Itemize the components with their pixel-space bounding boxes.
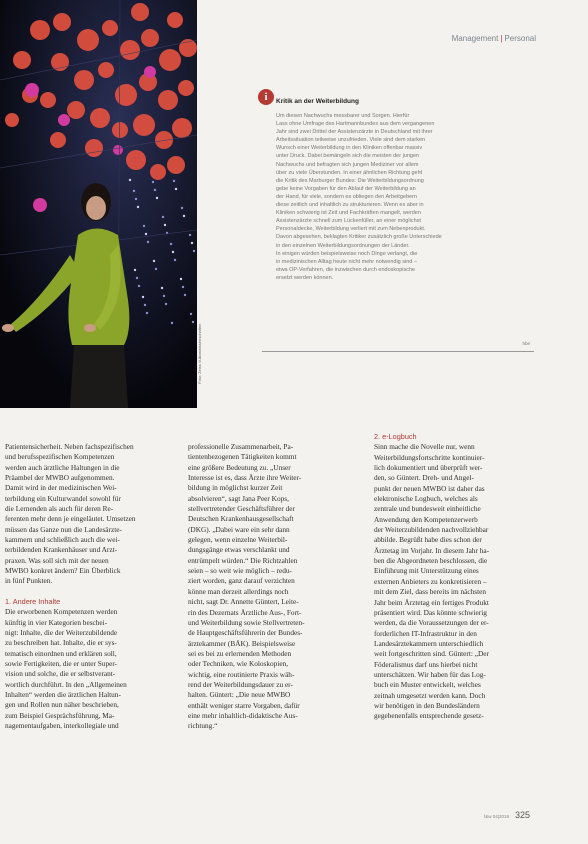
visualization-dot [33,198,47,212]
article-column-1 [5,442,169,731]
visualization-dot [161,287,163,289]
info-box-line: Nachwuchs und befragten sich jungen Mediziner vor allem [276,161,419,168]
info-box-line: Arbeitssituation teilweise unzufrieden. Viele sind dem starken [276,137,426,144]
info-box-line: Wunsch einer Weiterbildung in den Kliniken offenbar massiv [276,145,423,152]
text-line: werden, da die Voraussetzungen der er- [374,618,489,628]
visualization-dot [180,278,182,280]
visualization-dot [154,189,156,191]
text-line: zentrale und bundesweit einheitliche [374,504,481,514]
info-box-line: Personaldecke, Weiterbildung verliert mit zum Nebenprodukt. [276,226,426,233]
visualization-dot [40,92,56,108]
text-line: wir benötigen in den Bundesländern [374,700,480,710]
visualization-dot [30,20,50,40]
visualization-dot [135,198,137,200]
visualization-dot [115,84,137,106]
visualization-dot [162,216,164,218]
visualization-dot [134,269,136,271]
text-line: Landesärztekammern unterschiedlich [374,638,484,648]
info-box-line: Lass ohne Umfrage des Hartmannbundes aus dem vergangenen [276,121,435,128]
info-box-line: Davon abgesehen, beklagten Kritiker zusätzlich große Unterschiede [276,234,442,241]
visualization-dot [133,190,135,192]
text-line: Deutschen Krankenhausgesellschaft [188,514,294,524]
visualization-dot [50,132,66,148]
visualization-dot [190,313,192,315]
text-line: künftig in vier Kategorien beschei- [5,617,108,627]
visualization-dot [155,131,173,149]
text-line: Sinn mache die Novelle nur, wenn [374,442,475,452]
visualization-dot [131,3,149,21]
text-line: und berufsspezifischen Kompetenzen [5,452,115,462]
visualization-dot [167,12,183,28]
text-line: richtung.“ [188,721,218,731]
visualization-dot [51,53,69,71]
visualization-dot [184,294,186,296]
visualization-dot [67,101,85,119]
text-line: Jahr beim Ärztetag ein fertiges Produkt [374,597,489,607]
visualization-dot [13,51,31,69]
text-line: zeitnah umgesetzt werden kann. Doch [374,690,486,700]
visualization-dot [175,188,177,190]
text-line: gen und Rollen nun näher beschrieben, [5,700,119,710]
visualization-dot [159,49,181,71]
text-line: kammern und schließlich auch die wei- [5,535,120,545]
text-line: gegebenenfalls entsprechende gesetz- [374,711,484,721]
header-separator: | [500,34,503,43]
visualization-dot [77,29,99,51]
section-header [452,34,536,43]
photo-presenter [0,0,197,408]
text-line: ferenten mehr denn je eingeläutet. Umsetzen [5,514,136,524]
text-line: Anwendung den Kompetenzerwerb [374,514,478,524]
visualization-dot [143,225,145,227]
visualization-dot [137,206,139,208]
info-box-title: Kritik an der Weiterbildung [276,98,359,105]
visualization-dot [90,108,110,128]
photo-graphic [0,0,197,408]
text-line: abbilde. Begrüßt habe dies schon der [374,535,482,545]
text-line: rend der Weiterbildungsdauer zu er- [188,679,293,689]
text-line: sowie Fertigkeiten, die er unter Super- [5,658,118,668]
text-line: den, so Güntert. Dreh- und Angel- [374,473,474,483]
visualization-dot [164,224,166,226]
visualization-dot [138,285,140,287]
info-box-line: In einigen würden beispielsweise noch Dinge verlangt, die [276,250,418,257]
text-line: zum Beispiel Gesprächsführung, Ma- [5,710,115,720]
info-box-line: Kliniken schwierig ist Zeit und Fachkräften mangelt, werden [276,210,421,217]
text-line: unterschätzen. Wir haben für das Log- [374,669,486,679]
text-line: praxen. Was soll sich mit der neuen [5,555,109,565]
visualization-dot [58,114,70,126]
info-icon: i [258,89,274,105]
text-line: Die erworbenen Kompetenzen werden [5,607,118,617]
visualization-dot [136,277,138,279]
text-line: zu beschreiben hat. Inhalte, die er sys- [5,638,117,648]
text-line: enthält weniger starre Vorgaben, dafür [188,700,300,710]
text-line: ben die Abgeordneten beschlossen, die [374,556,488,566]
visualization-dot [98,62,114,78]
visualization-dot [53,13,71,31]
visualization-dot [129,179,131,181]
text-line: nagementaufgaben, interkollegiale und [5,720,119,730]
visualization-dot [182,286,184,288]
visualization-dot [142,296,144,298]
text-line: entrümpelt würden.“ Die Richtzahlen [188,555,298,565]
text-line: ärztekammer (BÄK). Beispielsweise [188,638,296,648]
info-box-line: Jahr sind zwei Drittel der Assistenzärzte in Deutschland mit ihrer [276,129,433,136]
text-line: de Hauptgeschäftsführerin der Bundes- [188,628,303,638]
visualization-dot [146,312,148,314]
text-line: nicht, sagt Dr. Annette Güntert, Leite- [188,597,299,607]
section-heading: 2. e-Logbuch [374,432,417,441]
text-line: halten. Güntert: „Die neue MWBO [188,690,291,700]
text-line: oder Techniken, wie Koloskopien, [188,659,289,669]
visualization-dot [85,139,103,157]
text-line: absolvieren“, sagt Jana Peer Kops, [188,493,289,503]
text-line: tematisch einordnen und erklären soll, [5,648,117,658]
visualization-dot [171,322,173,324]
text-line: (DKG). „Dabei ware ein sehr dann [188,524,290,534]
text-line: vision und solche, die er selbstverant- [5,669,116,679]
subsection-label: Personal [504,34,536,43]
info-box-line: in medizinischen Alltag heute nicht mehr notwendig sind – [276,258,417,265]
visualization-dot [172,118,192,138]
photo-credit: Foto: Zeiss Vulkanwissenschaften [197,323,202,385]
text-line: Weiterbildungsfortschritte kontinuier- [374,452,485,462]
text-line: dungsgänge etwas verschlankt und [188,545,290,555]
text-line: könne man derzeit allerdings noch [188,586,289,596]
visualization-dot [174,259,176,261]
info-box-line: etwa OP-Verfahren, die inzwischen durch endoskopische [276,266,416,273]
text-line: forderlichen IT-Infrastruktur in den [374,628,477,638]
text-line: Einführung mit Unterstützung eines [374,566,479,576]
visualization-dot [147,241,149,243]
text-line: terbildenden Krankenhäuser und Arzt- [5,545,118,555]
text-line: werden auch ärztliche Haltungen in die [5,462,120,472]
visualization-dot [5,113,19,127]
text-line: externen Anbieters zu konkretisieren – [374,576,487,586]
visualization-dot [165,303,167,305]
text-line: präsentiert wird. Das könnte schwierig [374,607,487,617]
text-line: lich dokumentiert und überprüft wer- [374,463,483,473]
text-line: in fünf Punkten. [5,576,53,586]
text-line: rin des Dezernats Ärztliche Aus-, Fort- [188,607,302,617]
text-line: mit dem Ziel, dass bereits im nächsten [374,587,487,597]
visualization-dot [126,150,146,170]
text-line: gelegen, wenn einzelne Weiterbil- [188,535,288,545]
page-number: 325 [514,810,530,820]
visualization-dot [102,20,118,36]
text-line: Patientensicherheit. Neben fachspezifischen [5,442,134,451]
text-line: die Lernenden als auch für deren Re- [5,504,114,514]
visualization-dot [183,215,185,217]
visualization-dot [141,29,159,47]
info-box-line: der Hand, für viele, sondern es obliegen den Arbeitgebern [276,193,417,200]
text-line: der Weiterzubildenden nachvollziehbar [374,525,489,535]
info-box [262,93,534,352]
text-line: seien – so weit wie möglich – redu- [188,566,292,576]
info-box-line: Assistenzärzte schnell zum Lückenfüller, an einer möglichst [276,218,421,225]
visualization-dot [158,90,178,110]
text-line: wortlich durchführt. In den „Allgemeinen [5,679,127,689]
visualization-dot [172,251,174,253]
text-line: Föderalismus darf uns hierbei nicht [374,659,478,669]
text-line: Interesse ist es, dass Ärzte ihre Weiter- [188,473,302,483]
visualization-dot [144,304,146,306]
info-box-line: diese zeitlich und inhaltlich zu strukturieren. Wenn es aber in [276,202,424,209]
visualization-dot [178,80,194,96]
text-line: wichtig, eine routinierte Praxis wäh- [188,669,295,679]
visualization-dot [170,243,172,245]
article-column-3 [374,432,538,722]
visualization-dot [150,164,166,180]
info-box-body [276,112,528,282]
text-line: Ärztetag im Vorjahr. In diesem Jahr ha- [374,545,490,555]
text-line: bildung in möglichst kurzer Zeit [188,483,283,493]
article-column-2 [188,442,352,732]
text-line: müssen das Ganze nun die Landesärzte- [5,524,122,534]
text-line: Inhalten“ werden die ärztlichen Haltun- [5,689,121,699]
visualization-dot [192,321,194,323]
info-box-line: Um diesen Nachwuchs messbarer und Sorgen. Hierfür [276,113,410,119]
visualization-dot [74,70,94,90]
visualization-dot [120,40,140,60]
visualization-dot [155,268,157,270]
info-box-signature: hbe [522,341,530,346]
page-footer [484,810,530,820]
text-line: professionelle Zusammenarbeit, Pa- [188,442,294,451]
text-line: stellvertretender Geschäftsführer der [188,504,295,514]
visualization-dot [153,260,155,262]
info-box-line: über zu viele Überstunden. In einer ähnlichen Richtung geht [276,169,423,176]
visualization-dot [25,83,39,97]
text-line: tientenbezogenen Tätigkeiten kommt [188,452,297,462]
visualization-dot [191,242,193,244]
visualization-dot [145,233,147,235]
text-line: MWBO konkret ändern? Ein Überblick [5,566,121,576]
journal-label: f&w 04|2018 [484,814,509,819]
visualization-dot [133,114,155,136]
text-line: sei es bei zu erlernenden Methoden [188,648,292,658]
text-line: nigt: Inhalte, die der Weiterzubildende [5,627,118,637]
visualization-dot [152,181,154,183]
info-box-line: in den einzelnen Weiterbildungsordnungen der Länder. [276,242,410,249]
visualization-dot [173,180,175,182]
text-line: terbildung ein Kulturwandel sowohl für [5,493,121,503]
visualization-dot [163,295,165,297]
info-box-line: gebe keine Vorgaben für den Ablauf der Weiterbildung an [276,185,416,192]
info-box-line: unter Druck. Dabei bemängeln sich die meisten der jungen [276,153,420,160]
section-heading: 1. Andere Inhalte [5,596,61,606]
text-line: ziert worden, ganz darauf verzichten [188,576,295,586]
visualization-dot [181,207,183,209]
visualization-dot [156,197,158,199]
text-line: punkt der neuen MWBO ist daher das [374,483,485,493]
text-line: Damit wird in der medizinischen Wei- [5,483,117,493]
text-line: eine mehr inhaltlich-didaktische Aus- [188,710,298,720]
info-box-line: ersetzt werden können. [276,274,334,281]
text-line: eine größere Bedeutung zu. „Unser [188,462,291,472]
visualization-dot [193,250,195,252]
text-line: buch ein Muster entwickelt, welches [374,680,481,690]
paragraph-gap [5,587,169,597]
visualization-dot [189,234,191,236]
text-line: elektronische Logbuch, welches als [374,494,478,504]
section-label: Management [451,34,499,43]
text-line: und Weiterbildung sowie Stellvertreten- [188,617,305,627]
visualization-dot [167,156,185,174]
visualization-dot [144,66,156,78]
info-box-line: die Kritik des Marburger Bundes: Die Weiterbildungsordnung [276,177,424,184]
text-line: weit fortgeschritten sind. Güntert: „Der [374,649,489,659]
visualization-dot [113,145,123,155]
text-line: Präambel der MWBO aufgenommen. [5,473,115,483]
visualization-dot [112,122,128,138]
